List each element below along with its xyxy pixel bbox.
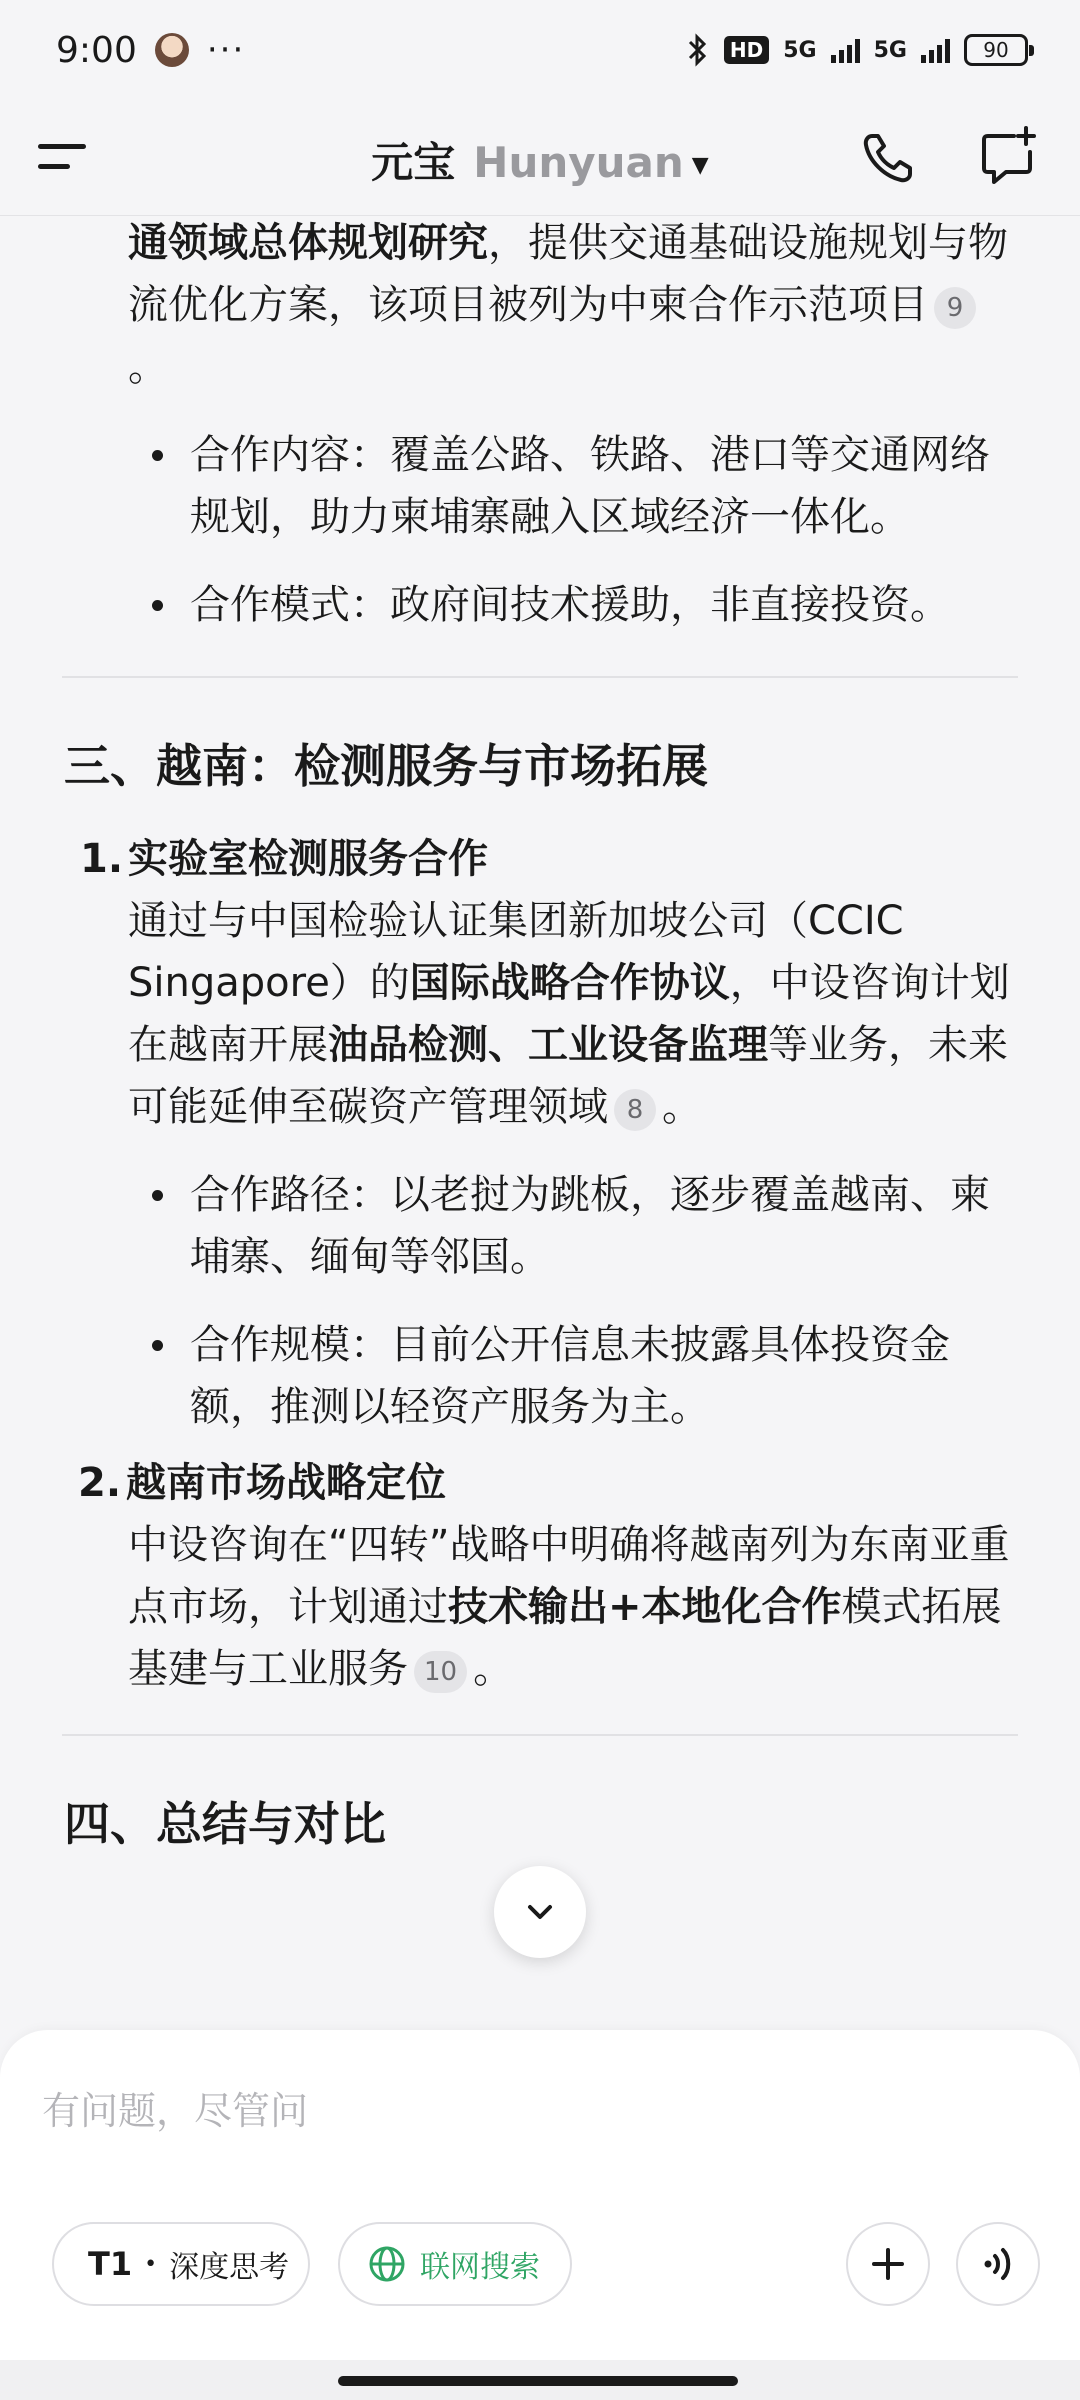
signal-icon	[831, 37, 860, 63]
item-number: 2.	[78, 1460, 122, 1506]
item2-text: 中设咨询在“四转”战略中明确将越南列为东南亚重点市场，计划通过	[128, 1522, 1010, 1630]
divider	[62, 676, 1018, 678]
network-type-2: 5G	[873, 37, 907, 63]
citation-badge[interactable]: 9	[934, 287, 976, 329]
voice-input-button[interactable]	[956, 2222, 1040, 2306]
globe-icon	[368, 2245, 406, 2283]
web-search-label: 联网搜索	[420, 2250, 540, 2285]
battery-level: 90	[983, 38, 1009, 62]
item1-bold: 国际战略合作协议	[409, 960, 730, 1006]
battery-icon	[964, 34, 1028, 66]
intro-paragraph	[128, 216, 1018, 398]
numbered-item-title	[78, 1452, 1080, 1514]
item1-text: 通过与中国检验认证集团新加坡公司（CCIC Singapore）的	[128, 898, 904, 1006]
signal-icon-2	[921, 37, 950, 63]
intro-text-rest: ，提供交通基础设施规划与物流优化方案，该项目被列为中柬合作示范项目	[128, 220, 1008, 328]
intro-bold: 通领域总体规划研究	[128, 220, 488, 266]
list-item: 合作模式：政府间技术援助，非直接投资。	[128, 574, 1018, 636]
deep-think-toggle[interactable]	[52, 2222, 310, 2306]
phone-icon[interactable]	[858, 128, 918, 188]
item1-bold: 油品检测、工业设备监理	[328, 1022, 768, 1068]
voice-wave-icon	[978, 2244, 1018, 2284]
item-title-text: 实验室检测服务合作	[128, 836, 488, 882]
list-item: 合作内容：覆盖公路、铁路、港口等交通网络规划，助力柬埔寨融入区域经济一体化。	[128, 424, 1018, 548]
citation-badge[interactable]: 10	[414, 1651, 467, 1693]
hd-voice-badge: HD	[724, 36, 769, 64]
item2-end: 。	[473, 1646, 514, 1692]
intro-end: 。	[128, 344, 168, 390]
item2-bold: 技术输出+本地化合作	[448, 1584, 842, 1630]
section-heading: 四、总结与对比	[64, 1797, 386, 1851]
item1-text: 等业务，未来可能延伸至碳资产管理领域	[128, 1022, 1008, 1130]
web-search-toggle[interactable]	[338, 2222, 572, 2306]
item1-paragraph	[128, 890, 1018, 1138]
list-item: 合作路径：以老挝为跳板，逐步覆盖越南、柬埔寨、缅甸等邻国。	[128, 1164, 1018, 1288]
bullet-list-vietnam	[128, 1164, 1018, 1438]
gesture-bar	[0, 2360, 1080, 2400]
status-time: 9:00	[56, 29, 137, 71]
bluetooth-icon	[686, 32, 710, 68]
model-selector[interactable]: Hunyuan	[473, 138, 684, 187]
item-number: 1.	[80, 836, 124, 882]
section-heading: 三、越南：检测服务与市场拓展	[64, 739, 708, 793]
item2-text: 模式拓展基建与工业服务	[128, 1584, 1002, 1692]
item1-text: ，中设咨询计划在越南开展	[128, 960, 1010, 1068]
app-name: 元宝	[371, 138, 456, 187]
message-composer	[0, 2030, 1080, 2360]
list-item: 合作规模：目前公开信息未披露具体投资金额，推测以轻资产服务为主。	[128, 1314, 1018, 1438]
avatar-icon	[155, 33, 189, 67]
citation-badge[interactable]: 8	[614, 1089, 656, 1131]
home-indicator[interactable]	[338, 2376, 738, 2386]
item-title-text: 越南市场战略定位	[126, 1460, 446, 1506]
divider	[62, 1734, 1018, 1736]
network-type-1: 5G	[783, 37, 817, 63]
bullet-list-cambodia	[128, 424, 1018, 636]
scroll-to-bottom-button[interactable]	[494, 1866, 586, 1958]
message-input[interactable]: 有问题，尽管问	[42, 2089, 309, 2133]
numbered-item-title	[80, 828, 1080, 890]
t1-dot: •	[144, 2251, 158, 2277]
item2-paragraph	[128, 1514, 1018, 1700]
app-header	[0, 100, 1080, 216]
chat-content[interactable]	[0, 216, 1080, 2036]
item1-end: 。	[662, 1084, 702, 1130]
caret-down-icon[interactable]: ▼	[691, 153, 709, 178]
new-chat-icon[interactable]	[976, 124, 1040, 188]
add-attachment-button[interactable]	[846, 2222, 930, 2306]
more-notifications-icon: ···	[206, 30, 246, 70]
deep-think-label: 深度思考	[169, 2250, 290, 2285]
chevron-down-icon	[520, 1892, 560, 1932]
page-title[interactable]	[0, 130, 1080, 190]
status-bar	[0, 0, 1080, 100]
plus-icon	[868, 2244, 908, 2284]
t1-label: T1	[88, 2245, 133, 2283]
